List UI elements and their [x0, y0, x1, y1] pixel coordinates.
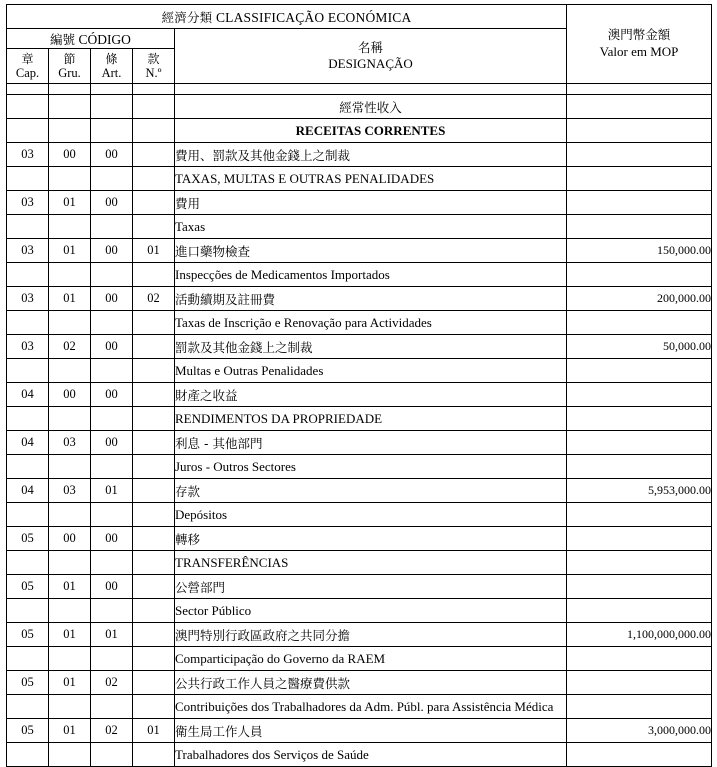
cell-designation: 衛生局工作人員 [175, 719, 567, 743]
cell-gru [49, 359, 91, 383]
cell-designation: 進口藥物檢查 [175, 239, 567, 263]
cell-gru: 00 [49, 143, 91, 167]
table-row [7, 455, 712, 479]
header-col-cap [7, 49, 49, 84]
cell-art [91, 695, 133, 719]
cell-num [133, 191, 175, 215]
cell-art: 00 [91, 335, 133, 359]
table-row [7, 503, 712, 527]
cell-designation: 罰款及其他金錢上之制裁 [175, 335, 567, 359]
cell-designation: Trabalhadores dos Serviços de Saúde [175, 743, 567, 767]
cell-gru [49, 167, 91, 191]
cell-cap: 05 [7, 575, 49, 599]
cell-gru [49, 695, 91, 719]
cell-art: 00 [91, 191, 133, 215]
table-row [7, 575, 712, 599]
cell-designation: 費用 [175, 191, 567, 215]
cell-amount [567, 575, 712, 599]
cell-cap: 04 [7, 479, 49, 503]
cell-art: 00 [91, 239, 133, 263]
table-body [7, 84, 712, 767]
cell-num [133, 95, 175, 119]
cell-gru: 01 [49, 671, 91, 695]
cell-num [133, 359, 175, 383]
cell-num [133, 479, 175, 503]
cell-num [133, 551, 175, 575]
cell-amount: 50,000.00 [567, 335, 712, 359]
cell-cap [7, 119, 49, 143]
header-code-group-pt: CÓDIGO [78, 31, 131, 47]
header-col-art-pt: Art. [101, 65, 122, 80]
table-row [7, 191, 712, 215]
header-col-num-cn: 款 [147, 51, 160, 66]
table-row [7, 359, 712, 383]
cell-num [133, 263, 175, 287]
table-row [7, 167, 712, 191]
table-row [7, 95, 712, 119]
cell-gru: 02 [49, 335, 91, 359]
cell-designation: Juros - Outros Sectores [175, 455, 567, 479]
cell-cap: 03 [7, 239, 49, 263]
cell-designation: Contribuições dos Trabalhadores da Adm. Públ. para Assistência Médica [175, 695, 567, 719]
header-classification-title [7, 5, 567, 29]
cell-num [133, 215, 175, 239]
cell-cap: 04 [7, 431, 49, 455]
header-code-group [7, 29, 175, 49]
cell-num [133, 575, 175, 599]
cell-art: 00 [91, 143, 133, 167]
cell-amount [567, 599, 712, 623]
cell-art: 02 [91, 719, 133, 743]
cell-num [133, 335, 175, 359]
cell-num [133, 623, 175, 647]
cell-gru [49, 215, 91, 239]
cell-gru: 01 [49, 575, 91, 599]
cell-amount [567, 407, 712, 431]
cell-designation: TAXAS, MULTAS E OUTRAS PENALIDADES [175, 167, 567, 191]
table-row [7, 695, 712, 719]
cell-num: 02 [133, 287, 175, 311]
header-value-pt: Valor em MOP [599, 43, 679, 59]
cell-num [133, 647, 175, 671]
cell-gru [49, 95, 91, 119]
cell-art [91, 311, 133, 335]
cell-art [91, 743, 133, 767]
cell-num [133, 167, 175, 191]
cell-amount [567, 167, 712, 191]
cell-cap: 05 [7, 527, 49, 551]
cell-art [91, 359, 133, 383]
cell-amount [567, 527, 712, 551]
cell-amount [567, 695, 712, 719]
cell-art: 00 [91, 287, 133, 311]
header-col-gru-pt: Gru. [58, 65, 81, 80]
cell-designation: 活動續期及註冊費 [175, 287, 567, 311]
cell-designation: 公共行政工作人員之醫療費供款 [175, 671, 567, 695]
cell-gru: 00 [49, 527, 91, 551]
cell-amount [567, 215, 712, 239]
cell-designation: Comparticipação do Governo da RAEM [175, 647, 567, 671]
cell-num [133, 119, 175, 143]
table-row [7, 647, 712, 671]
cell-amount: 1,100,000,000.00 [567, 623, 712, 647]
header-col-gru [49, 49, 91, 84]
header-col-gru-cn: 節 [63, 51, 76, 66]
cell-amount: 5,953,000.00 [567, 479, 712, 503]
cell-cap [7, 359, 49, 383]
table-row [7, 719, 712, 743]
cell-art: 00 [91, 575, 133, 599]
cell-amount [567, 143, 712, 167]
cell-num [133, 383, 175, 407]
cell-cap: 04 [7, 383, 49, 407]
cell-amount: 200,000.00 [567, 287, 712, 311]
cell-amount [567, 263, 712, 287]
cell-cap: 03 [7, 335, 49, 359]
header-value-cn: 澳門幣金額 [607, 27, 671, 43]
cell-num: 01 [133, 719, 175, 743]
cell-art: 00 [91, 383, 133, 407]
cell-cap: 05 [7, 719, 49, 743]
cell-num [133, 455, 175, 479]
cell-cap: 03 [7, 143, 49, 167]
cell-designation: Inspecções de Medicamentos Importados [175, 263, 567, 287]
cell-num [133, 671, 175, 695]
cell-num [133, 599, 175, 623]
cell-cap [7, 263, 49, 287]
cell-art [91, 503, 133, 527]
cell-gru: 01 [49, 623, 91, 647]
cell-amount [567, 503, 712, 527]
cell-cap [7, 503, 49, 527]
cell-art: 00 [91, 527, 133, 551]
cell-gru: 01 [49, 287, 91, 311]
table-row [7, 479, 712, 503]
cell-amount [567, 191, 712, 215]
cell-designation: Multas e Outras Penalidades [175, 359, 567, 383]
table-spacer-row [7, 84, 712, 95]
cell-gru: 01 [49, 191, 91, 215]
cell-cap [7, 95, 49, 119]
cell-art [91, 119, 133, 143]
cell-gru [49, 119, 91, 143]
cell-art [91, 167, 133, 191]
cell-designation: Sector Público [175, 599, 567, 623]
table-row [7, 119, 712, 143]
economic-classification-table [6, 4, 712, 767]
table-row [7, 431, 712, 455]
cell-designation: TRANSFERÊNCIAS [175, 551, 567, 575]
header-designation [175, 29, 567, 84]
cell-designation: 財產之收益 [175, 383, 567, 407]
table-header [7, 5, 712, 84]
cell-art [91, 95, 133, 119]
cell-amount [567, 455, 712, 479]
cell-gru: 01 [49, 719, 91, 743]
cell-amount [567, 431, 712, 455]
table-row [7, 263, 712, 287]
cell-art: 00 [91, 431, 133, 455]
cell-cap [7, 167, 49, 191]
cell-amount [567, 743, 712, 767]
cell-gru [49, 743, 91, 767]
cell-art: 01 [91, 479, 133, 503]
cell-cap [7, 407, 49, 431]
cell-amount [567, 359, 712, 383]
header-value-column [567, 5, 712, 84]
table-row [7, 551, 712, 575]
cell-num [133, 743, 175, 767]
cell-cap [7, 743, 49, 767]
cell-num: 01 [133, 239, 175, 263]
cell-gru [49, 551, 91, 575]
table-row [7, 143, 712, 167]
cell-art: 01 [91, 623, 133, 647]
cell-num [133, 143, 175, 167]
cell-art [91, 263, 133, 287]
cell-designation: RECEITAS CORRENTES [175, 119, 567, 143]
cell-num [133, 695, 175, 719]
cell-art [91, 551, 133, 575]
header-col-cap-pt: Cap. [15, 65, 40, 80]
cell-cap [7, 215, 49, 239]
cell-amount [567, 647, 712, 671]
cell-cap [7, 311, 49, 335]
cell-amount: 3,000,000.00 [567, 719, 712, 743]
cell-cap [7, 695, 49, 719]
cell-art [91, 407, 133, 431]
cell-gru [49, 455, 91, 479]
table-row [7, 599, 712, 623]
cell-designation: Taxas [175, 215, 567, 239]
cell-amount [567, 95, 712, 119]
table-row [7, 311, 712, 335]
header-col-art [91, 49, 133, 84]
cell-num [133, 311, 175, 335]
cell-art [91, 599, 133, 623]
cell-cap [7, 647, 49, 671]
cell-art: 02 [91, 671, 133, 695]
cell-num [133, 431, 175, 455]
cell-num [133, 527, 175, 551]
cell-designation: 轉移 [175, 527, 567, 551]
cell-gru [49, 599, 91, 623]
table-row [7, 335, 712, 359]
table-row [7, 743, 712, 767]
cell-art [91, 215, 133, 239]
cell-cap [7, 599, 49, 623]
cell-amount [567, 119, 712, 143]
header-col-num [133, 49, 175, 84]
cell-gru [49, 647, 91, 671]
table-row [7, 623, 712, 647]
cell-cap [7, 551, 49, 575]
header-col-num-pt: N.º [145, 65, 162, 80]
cell-cap: 05 [7, 671, 49, 695]
cell-gru [49, 407, 91, 431]
cell-amount [567, 311, 712, 335]
cell-cap: 03 [7, 287, 49, 311]
cell-art [91, 647, 133, 671]
table-row [7, 671, 712, 695]
cell-designation: 費用、罰款及其他金錢上之制裁 [175, 143, 567, 167]
cell-gru: 03 [49, 479, 91, 503]
cell-cap [7, 455, 49, 479]
header-classification-title-pt: CLASSIFICAÇÃO ECONÓMICA [215, 9, 412, 25]
cell-designation: 澳門特別行政區政府之共同分擔 [175, 623, 567, 647]
cell-designation: 公營部門 [175, 575, 567, 599]
header-designation-pt: DESIGNAÇÃO [328, 55, 413, 71]
cell-num [133, 503, 175, 527]
header-designation-cn: 名稱 [358, 40, 384, 56]
table-row [7, 383, 712, 407]
cell-gru [49, 503, 91, 527]
cell-gru: 01 [49, 239, 91, 263]
cell-cap: 03 [7, 191, 49, 215]
cell-designation: RENDIMENTOS DA PROPRIEDADE [175, 407, 567, 431]
table-row [7, 215, 712, 239]
cell-art [91, 455, 133, 479]
cell-designation: 利息 - 其他部門 [175, 431, 567, 455]
cell-amount [567, 551, 712, 575]
cell-amount [567, 671, 712, 695]
table-row [7, 527, 712, 551]
cell-cap: 05 [7, 623, 49, 647]
header-classification-title-cn: 經濟分類 [161, 9, 213, 25]
table-row [7, 239, 712, 263]
header-col-cap-cn: 章 [21, 51, 34, 66]
cell-designation: 經常性收入 [175, 95, 567, 119]
cell-gru [49, 311, 91, 335]
header-col-art-cn: 條 [105, 51, 118, 66]
cell-amount: 150,000.00 [567, 239, 712, 263]
cell-gru: 03 [49, 431, 91, 455]
cell-gru [49, 263, 91, 287]
cell-gru: 00 [49, 383, 91, 407]
cell-designation: Taxas de Inscrição e Renovação para Actividades [175, 311, 567, 335]
header-code-group-cn: 編號 [50, 31, 76, 47]
cell-amount [567, 383, 712, 407]
table-row [7, 287, 712, 311]
cell-designation: 存款 [175, 479, 567, 503]
cell-num [133, 407, 175, 431]
cell-designation: Depósitos [175, 503, 567, 527]
table-row [7, 407, 712, 431]
